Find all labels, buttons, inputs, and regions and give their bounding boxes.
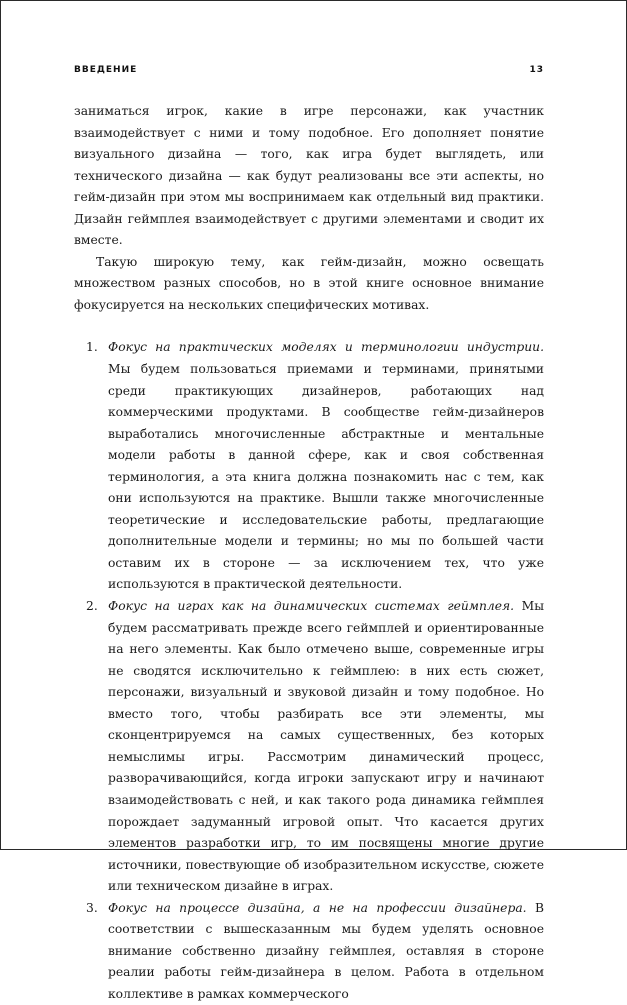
list-item <box>74 898 544 1005</box>
list-item-lead: Фокус на практических моделях и терминологии индустрии. <box>108 340 544 355</box>
list-marker: 2. <box>86 599 98 614</box>
list-marker: 3. <box>86 900 98 915</box>
list-item-text: В соответствии с вышесказанным мы будем уделять основное внимание собственно дизайну геймплея, оставляя в стороне реалии работы гейм-дизайнера в целом. Работа в отдельном коллективе в рамках коммерческого <box>108 900 544 1001</box>
list-item <box>74 337 544 596</box>
running-header <box>74 65 544 79</box>
list-item <box>74 596 544 898</box>
numbered-list <box>74 337 544 1005</box>
page-number: 13 <box>529 65 544 75</box>
list-marker: 1. <box>86 340 98 355</box>
list-item-text: Мы будем рассматривать прежде всего геймплей и ориентированные на него элементы. Как было отмечено выше, современные игры не сводятся исключительно к геймплею: в них есть сюжет, персонажи, визуальный и звуковой дизайн и тому подобное. Но вместо того, чтобы разбирать все эти элементы, мы сконцентрируемся на самых существенных, без которых немыслимы игры. Рассмотрим динамический процесс, разворачивающийся, когда игроки запускают игру и начинают взаимодействовать с ней, и как такого рода динамика геймплея порождает задуманный игровой опыт. Что касается других элементов разработки игр, то им посвящены многие другие источники, повествующие об изобразительном искусстве, сюжете или техническом дизайне в играх. <box>108 599 544 894</box>
list-item-text: Мы будем пользоваться приемами и терминами, принятыми среди практикующих дизайнеров, работающих над коммерческими продуктами. В сообществе гейм-дизайнеров выработались многочисленные абстрактные и ментальные модели работы в данной сфере, как и своя собственная терминология, а эта книга должна познакомить нас с тем, как они используются на практике. Вышли также многочисленные теоретические и исследовательские работы, предлагающие дополнительные модели и термины; но мы по большей части оставим их в стороне — за исключением тех, что уже используются в практической деятельности. <box>108 362 544 592</box>
list-item-lead: Фокус на играх как на динамических системах геймплея. <box>108 599 515 614</box>
section-title: ВВЕДЕНИЕ <box>74 65 138 75</box>
list-item-lead: Фокус на процессе дизайна, а не на профессии дизайнера. <box>108 900 527 915</box>
paragraph: заниматься игрок, какие в игре персонажи, как участник взаимодействует с ними и тому подобное. Его дополняет понятие визуального дизайна — того, как игра будет выглядеть, или технического дизайна — как будут реализованы все эти аспекты, но гейм-дизайн при этом мы воспринимаем как отдельный вид практики. Дизайн геймплея взаимодействует с другими элементами и сводит их вместе. <box>74 104 544 248</box>
paragraph-spacer <box>74 316 544 337</box>
body-text <box>74 101 544 1005</box>
paragraph: Такую широкую тему, как гейм-дизайн, можно освещать множеством разных способов, но в этой книге основное внимание фокусируется на нескольких специфических мотивах. <box>74 254 544 312</box>
